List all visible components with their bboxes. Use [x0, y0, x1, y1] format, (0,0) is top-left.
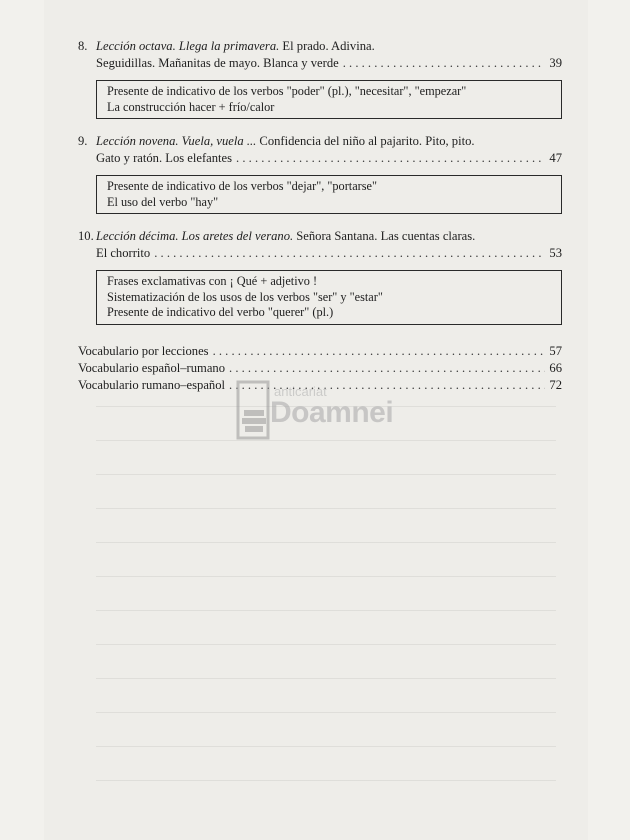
grammar-line: Presente de indicativo de los verbos "poder" (pl.), "necesitar", "empezar" [107, 84, 467, 98]
lesson-items: Seguidillas. Mañanitas de mayo. Blanca y verde [96, 56, 339, 70]
vocab-label: Vocabulario español–rumano [78, 360, 226, 375]
grammar-box [96, 270, 562, 325]
vocab-entry [78, 343, 562, 360]
toc-entry-10 [78, 228, 562, 325]
watermark-logo [236, 374, 406, 464]
grammar-line: La construcción hacer + frío/calor [107, 99, 275, 114]
watermark-small-text: anticariat [274, 384, 327, 399]
page-number: 72 [549, 377, 562, 392]
lesson-title: Lección octava. Llega la primavera. [96, 39, 280, 53]
entry-heading [78, 38, 562, 55]
page-number: 57 [549, 343, 562, 358]
leader-dots [236, 150, 545, 167]
grammar-line: Presente de indicativo de los verbos "dejar", "portarse" [107, 179, 378, 193]
grammar-box [96, 175, 562, 214]
page-number: 47 [549, 151, 562, 165]
leader-dots [343, 55, 546, 72]
grammar-line: Presente de indicativo del verbo "querer" (pl.) [107, 305, 334, 319]
toc-entry-9 [78, 133, 562, 214]
entry-heading [78, 228, 562, 245]
page-number: 53 [549, 246, 562, 260]
entry-number: 9. [78, 134, 88, 148]
page-number: 39 [549, 56, 562, 70]
entry-line-2 [96, 55, 562, 72]
leader-dots [154, 245, 545, 262]
grammar-line: Frases exclamativas con ¡ Qué + adjetivo ! [107, 274, 318, 288]
entry-heading [78, 133, 562, 150]
lesson-items: El chorrito [96, 246, 151, 260]
lesson-subtitle: Señora Santana. Las cuentas claras. [293, 229, 476, 243]
lesson-title: Lección décima. Los aretes del verano. [96, 229, 294, 243]
lesson-title: Lección novena. Vuela, vuela ... [96, 134, 257, 148]
leader-dots [213, 343, 546, 360]
grammar-line: El uso del verbo "hay" [107, 194, 219, 209]
vocab-label: Vocabulario por lecciones [78, 343, 209, 358]
page-number: 66 [549, 360, 562, 375]
watermark-big-text: Doamnei [270, 396, 394, 429]
entry-line-2 [96, 150, 562, 167]
lesson-subtitle: El prado. Adivina. [279, 39, 375, 53]
grammar-line: Sistematización de los usos de los verbos "ser" y "estar" [107, 289, 383, 304]
vocab-label: Vocabulario rumano–español [78, 377, 226, 392]
entry-number: 10. [78, 229, 94, 243]
lesson-items: Gato y ratón. Los elefantes [96, 151, 233, 165]
entry-number: 8. [78, 39, 88, 53]
toc-entry-8 [78, 38, 562, 119]
table-of-contents [78, 38, 562, 394]
entry-line-2 [96, 245, 562, 262]
lesson-subtitle: Confidencia del niño al pajarito. Pito, pito. [256, 134, 475, 148]
grammar-box [96, 80, 562, 119]
